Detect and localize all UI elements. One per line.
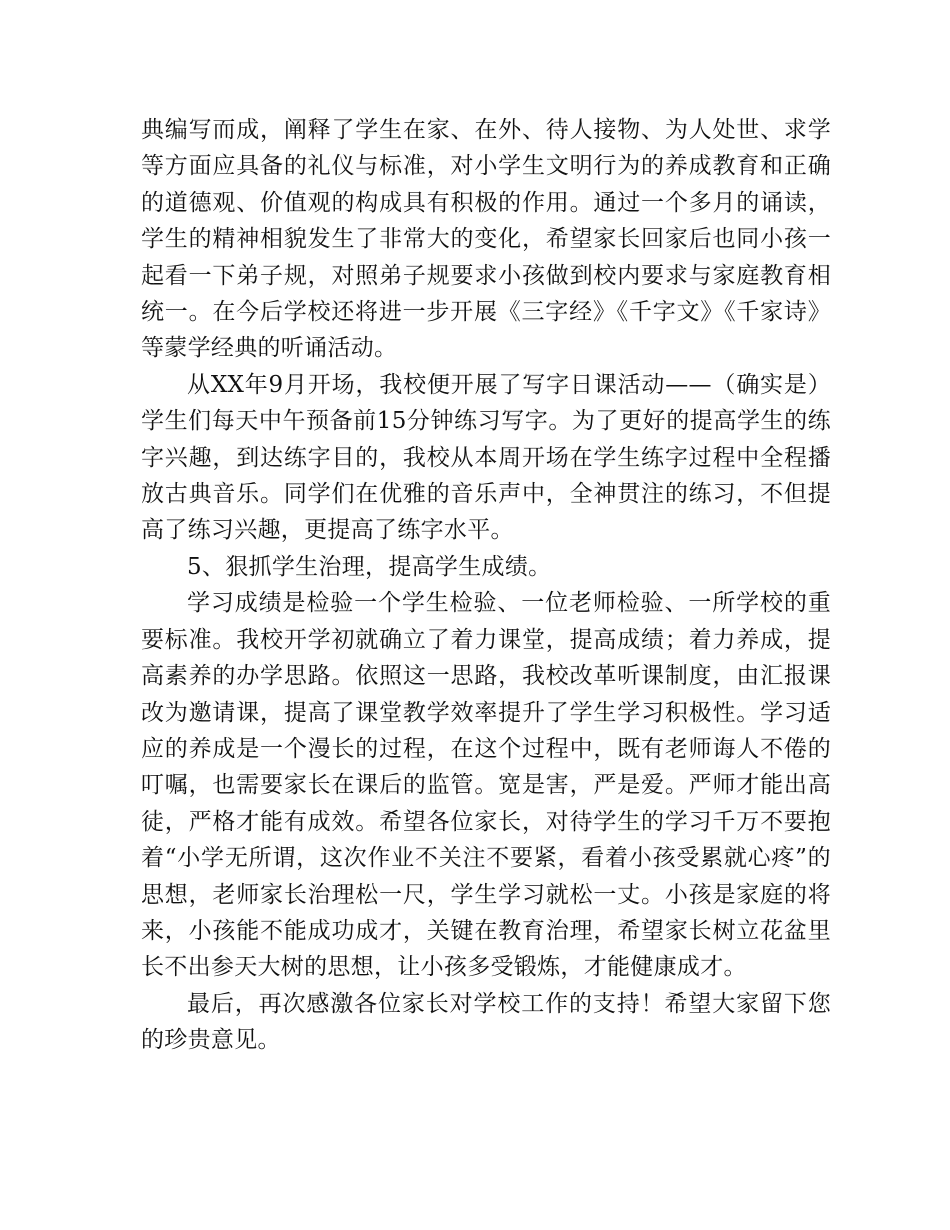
paragraph-3: 学习成绩是检验一个学生检验、一位老师检验、一所学校的重要标准。我校开学初就确立了着力课堂，提高成绩；着力养成，提高素养的办学思路。依照这一思路，我校改革听课制度，由汇报课改为邀请课，提高了课堂教学效率提升了学生学习积极性。学习适应的养成是一个漫长的过程，在这个过程中，既有老师诲人不倦的叮嘱，也需要家长在课后的监管。宽是害，严是爱。严师才能出高徒，严格才能有成效。希望各位家长，对待学生的学习千万不要抱着“小学无所谓，这次作业不关注不要紧，看着小孩受累就心疼”的思想，老师家长治理松一尺，学生学习就松一丈。小孩是家庭的将来，小孩能不能成功成才，关键在教育治理，希望家长树立花盆里长不出参天大树的思想，让小孩多受锻炼，才能健康成才。 bbox=[141, 590, 831, 981]
section-heading-5: 5、狠抓学生治理，提高学生成绩。 bbox=[187, 553, 552, 580]
paragraph-closing: 最后，再次感激各位家长对学校工作的支持！希望大家留下您的珍贵意见。 bbox=[141, 990, 831, 1054]
paragraph-1: 典编写而成，阐释了学生在家、在外、待人接物、为人处世、求学等方面应具备的礼仪与标准，对小学生文明行为的养成教育和正确的道德观、价值观的构成具有积极的作用。通过一个多月的诵读，学生的精神相貌发生了非常大的变化，希望家长回家后也同小孩一起看一下弟子规，对照弟子规要求小孩做到校内要求与家庭教育相统一。在今后学校还将进一步开展《三字经》《千字文》《千家诗》等蒙学经典的听诵活动。 bbox=[141, 117, 831, 362]
document-body bbox=[141, 112, 831, 1059]
paragraph-2: 从XX年9月开场，我校便开展了写字日课活动——（确实是）学生们每天中午预备前15分钟练习写字。为了更好的提高学生的练字兴趣，到达练字目的，我校从本周开场在学生练字过程中全程播放古典音乐。同学们在优雅的音乐声中，全神贯注的练习，不但提高了练习兴趣，更提高了练字水平。 bbox=[141, 371, 831, 544]
